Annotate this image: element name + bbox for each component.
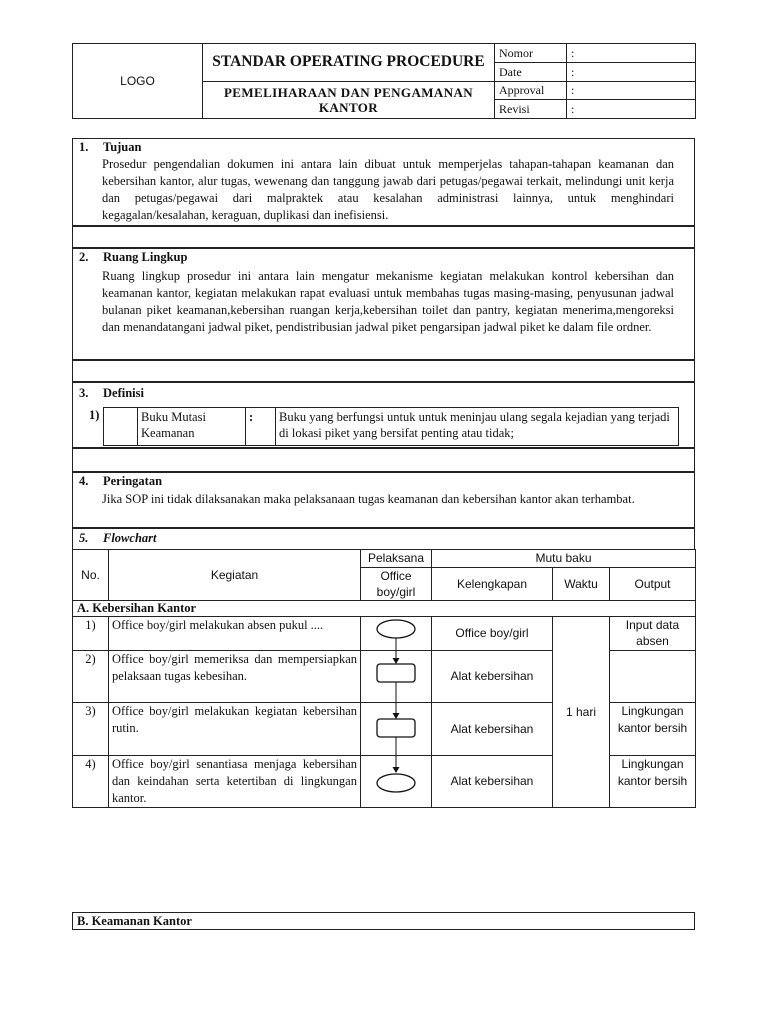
row-number: 3) (73, 703, 109, 756)
flow-shape-cell (361, 651, 432, 703)
section-number: 4. (79, 474, 89, 488)
header-pelaksana-office-boy: Office boy/girl (361, 568, 432, 601)
document-subtitle: PEMELIHARAAN DAN PENGAMANAN KANTOR (203, 81, 495, 119)
flowchart-table (72, 549, 696, 808)
meta-value-nomor: : (567, 44, 696, 63)
flow-process-shape (361, 651, 432, 702)
meta-value-revisi: : (567, 100, 696, 119)
section-a-label: A. Kebersihan Kantor (73, 601, 696, 617)
definisi-empty-cell (104, 408, 138, 446)
section-title: Definisi (103, 386, 144, 400)
definisi-separator: : (246, 408, 276, 446)
process-box-icon (377, 664, 415, 682)
flow-shape-cell (361, 703, 432, 756)
row-output: Lingkungan kantor bersih (610, 756, 696, 808)
section-title: Flowchart (103, 531, 157, 545)
flow-shape-cell (361, 617, 432, 651)
document-title: STANDAR OPERATING PROCEDURE (203, 44, 495, 82)
flow-start-shape (361, 617, 432, 650)
header-kegiatan: Kegiatan (109, 550, 361, 601)
arrow-down-icon (393, 767, 400, 773)
flow-process-shape (361, 703, 432, 755)
row-kelengkapan: Alat kebersihan (432, 651, 553, 703)
section-peringatan (72, 472, 695, 528)
row-output: Lingkungan kantor bersih (610, 703, 696, 756)
definisi-table (103, 407, 679, 446)
row-kelengkapan: Alat kebersihan (432, 703, 553, 756)
section-flowchart (72, 528, 695, 550)
header-output: Output (610, 568, 696, 601)
process-box-icon (377, 719, 415, 737)
section-title: Peringatan (103, 474, 163, 488)
row-number: 1) (73, 617, 109, 651)
section-title: Ruang Lingkup (103, 250, 188, 264)
section-number: 1. (79, 140, 89, 154)
meta-label-date: Date (495, 62, 567, 81)
arrow-down-icon (393, 713, 400, 719)
definisi-term: Buku Mutasi Keamanan (138, 408, 246, 446)
flow-end-shape (361, 756, 432, 807)
definisi-item-number: 1) (89, 408, 100, 422)
row-number: 2) (73, 651, 109, 703)
row-kegiatan: Office boy/girl memeriksa dan mempersiapkan pelaksaan tugas kebesihan. (109, 651, 361, 703)
waktu-cell: 1 hari (553, 617, 610, 808)
arrow-down-icon (393, 658, 400, 664)
section-tujuan (72, 138, 695, 226)
spacer-row (72, 226, 695, 248)
section-number: 2. (79, 250, 89, 264)
header-pelaksana: Pelaksana (361, 550, 432, 568)
row-kelengkapan: Office boy/girl (432, 617, 553, 651)
row-kegiatan: Office boy/girl melakukan kegiatan kebersihan rutin. (109, 703, 361, 756)
section-text: Prosedur pengendalian dokumen ini antara lain dibuat untuk memperjelas tahapan-tahapan keamanan dan kebersihan kantor, alur tugas, wewenang dan tanggung jawab dari petugas/pegawai terkait, melindungi unit kerja dan petugas/pegawai dari malpraktek atau kesalahan administrasi lainnya, untuk menghindari kegagalan/kesalahan, keraguan, duplikasi dan inefisiensi. (102, 157, 674, 222)
section-ruang-lingkup (72, 248, 695, 360)
spacer-row (72, 360, 695, 382)
section-b-label: B. Keamanan Kantor (72, 912, 695, 930)
section-title: Tujuan (103, 140, 142, 154)
header-kelengkapan: Kelengkapan (432, 568, 553, 601)
row-kelengkapan: Alat kebersihan (432, 756, 553, 808)
start-ellipse-icon (377, 620, 415, 638)
row-output: Input data absen (610, 617, 696, 651)
header-no: No. (73, 550, 109, 601)
meta-label-approval: Approval (495, 81, 567, 100)
logo-placeholder: LOGO (73, 44, 203, 119)
meta-label-revisi: Revisi (495, 100, 567, 119)
section-text: Ruang lingkup prosedur ini antara lain mengatur mekanisme kegiatan melakukan kontrol kebersihan dan keamanan kantor, kegiatan melakukan rapat evaluasi untuk membahas tugas masing-masing, penyusunan jadwal bulanan piket keamanan,kebersihan ruangan kerja,kebersihan toilet dan pantry, kegiatan menerima,mengoreksi dan menandatangani jadwal piket, pendistribusian jadwal piket pengarsipan jadwal piket ke dalam file ordner. (102, 269, 674, 334)
meta-label-nomor: Nomor (495, 44, 567, 63)
meta-value-approval: : (567, 81, 696, 100)
definisi-description: Buku yang berfungsi untuk untuk meninjau ulang segala kejadian yang terjadi di lokasi piket yang bersifat penting atau tidak; (276, 408, 679, 446)
row-kegiatan: Office boy/girl melakukan absen pukul .... (109, 617, 361, 651)
sop-header (72, 43, 696, 119)
end-ellipse-icon (377, 774, 415, 792)
header-mutu-baku: Mutu baku (432, 550, 696, 568)
row-number: 4) (73, 756, 109, 808)
section-text: Jika SOP ini tidak dilaksanakan maka pelaksanaan tugas keamanan dan kebersihan kantor akan terhambat. (102, 492, 635, 506)
flow-shape-cell (361, 756, 432, 808)
section-number: 5. (79, 531, 89, 545)
spacer-row (72, 448, 695, 472)
section-number: 3. (79, 386, 89, 400)
row-output (610, 651, 696, 703)
meta-value-date: : (567, 62, 696, 81)
row-kegiatan: Office boy/girl senantiasa menjaga kebersihan dan keindahan serta ketertiban di lingkungan kantor. (109, 756, 361, 808)
header-waktu: Waktu (553, 568, 610, 601)
